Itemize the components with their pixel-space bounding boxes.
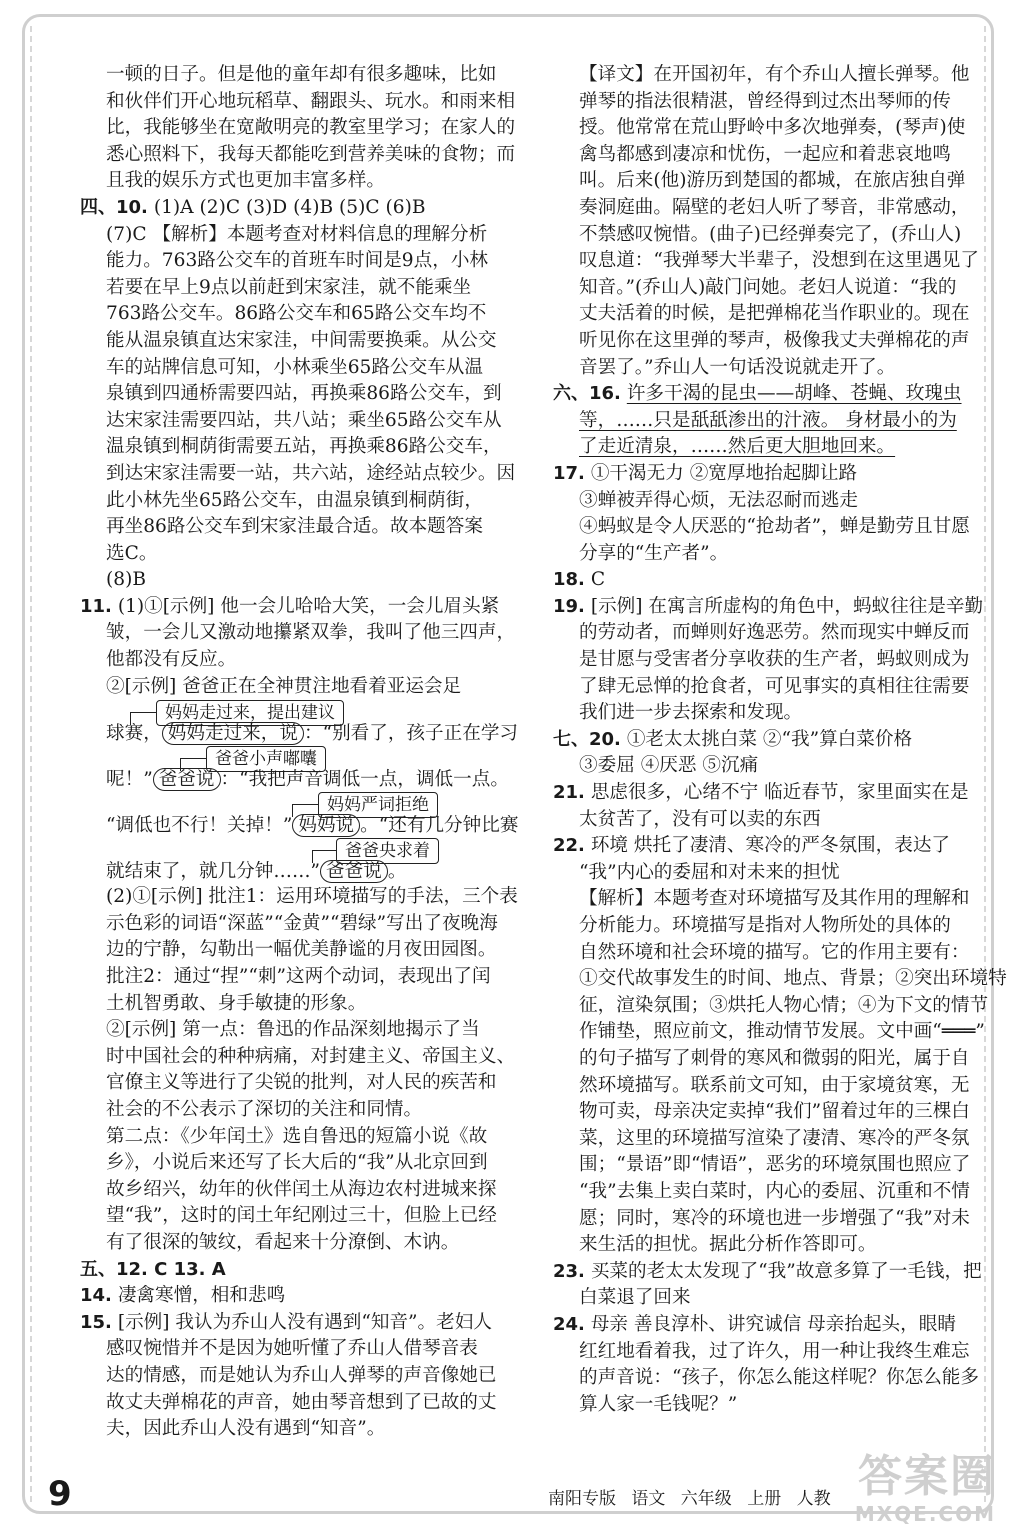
q22-line-text: 物可卖，母亲决定卖掉“我们”留着过年的三棵白 (579, 1101, 970, 1123)
analysis-line (106, 567, 510, 594)
annotation-boxed: 爸爸说 (320, 860, 388, 883)
answer-22-body (553, 860, 1007, 1259)
q22-line-text: “我”去集上卖白菜时，内心的委屈、沉重和不情 (579, 1180, 970, 1202)
text-line-text: 且我的娱乐方式也更加丰富多样。 (106, 170, 385, 192)
q19-line: 我们进一步去探索和发现。 (579, 702, 803, 724)
annotation-sentence (106, 768, 509, 792)
q11b-line (106, 1017, 510, 1044)
q22-line (579, 1099, 985, 1126)
q22-line-text: 然环境描写。联系前文可知，由于家境贫寒，无 (579, 1074, 970, 1096)
analysis-line-text: 选C。 (106, 542, 158, 564)
q11b-line (106, 991, 510, 1018)
q17-line: ④蚂蚁是令人厌恶的“抢劫者”，蝉是勤劳且甘愿 (579, 516, 970, 538)
q19-line: 是甘愿与受害者分享收获的生产者，蚂蚁则成为 (579, 649, 970, 671)
annotation-row (80, 792, 519, 838)
translation-line-text: 奏洞庭曲。隔壁的老妇人听了琴音，非常感动， (579, 196, 970, 218)
q11b-line (106, 1070, 510, 1097)
annotation-pre: 呢！” (106, 769, 153, 791)
annotation-boxed: 妈妈说 (292, 814, 360, 837)
translation-line (579, 89, 985, 116)
annotation-sentence (106, 860, 406, 884)
q23-line: 白菜退了回来 (579, 1287, 691, 1309)
q22-line-text: 愿；同时，寒冷的环境也进一步增强了“我”对未 (579, 1207, 970, 1229)
question-20 (553, 727, 985, 754)
question-16 (553, 381, 985, 408)
watermark-title: 答案圈 (858, 1451, 996, 1502)
text-line (80, 115, 516, 142)
answer-10-analysis (80, 222, 516, 594)
translation-line (579, 248, 985, 275)
q22-line (579, 1152, 985, 1179)
annotation-tag: 爸爸小声嘟囔 (206, 746, 326, 772)
translation-line (579, 115, 985, 142)
analysis-line (106, 434, 510, 461)
text-line-text: 悉心照料下，我每天都能吃到营养美味的食物；而 (106, 143, 516, 165)
annotation-tag: 爸爸央求着 (336, 838, 439, 864)
translation-line-text: 音罢了。”乔山人一句话没说就走开了。 (579, 356, 896, 378)
translation-line (579, 222, 985, 249)
question-22 (553, 833, 985, 860)
q11b-line-text: 示色彩的词语“深蓝”“金黄”“碧绿”写出了夜晚海 (106, 912, 498, 934)
q17-line: ③蝉被弄得心烦，无法忍耐而逃走 (579, 489, 858, 511)
section-5 (80, 1257, 510, 1284)
question-18-answer: C (590, 569, 606, 591)
q22-line-text: 菜，这里的环境描写渲染了凄清、寒冷的严冬氛 (579, 1127, 970, 1149)
q11b-line-text: 第二点：《少年闰土》选自鲁迅的短篇小说《故 (106, 1125, 488, 1147)
question-14-number: 14. (80, 1285, 112, 1307)
question-14-answer: 凄禽寒憎，相和悲鸣 (117, 1285, 286, 1307)
q22-line (579, 966, 1007, 993)
question-23 (553, 1259, 985, 1286)
analysis-line-text: 能力。763路公交车的首班车时间是9点，小林 (106, 250, 489, 272)
q22-line: 环境 烘托了凄清、寒冷的严冬氛围，表达了 (590, 835, 951, 857)
q15-line: [示例] 我认为乔山人没有遇到“知音”。老妇人 (117, 1311, 492, 1333)
q22-line (579, 860, 985, 887)
text-line (80, 142, 516, 169)
question-17 (553, 461, 985, 488)
q11b-line-text: 土机智勇敢、身手敏捷的形象。 (106, 992, 367, 1014)
q11b-line (106, 1177, 510, 1204)
q22-line-text: 【解析】本题考查对环境描写及其作用的理解和 (579, 888, 970, 910)
question-21-number: 21. (553, 782, 585, 804)
q11b-line (106, 884, 518, 911)
q11b-line (106, 1150, 510, 1177)
q19-line: 的劳动者，而蝉则好逸恶劳。然而现实中蝉反而 (579, 622, 970, 644)
q11b-line-text: 批注2：通过“捏”“刺”这两个动词，表现出了闰 (106, 966, 491, 988)
translation-line-text: 知音。”(乔山人)敲门问她。老妇人说道：“我的 (579, 276, 957, 298)
question-22-number: 22. (553, 835, 585, 857)
watermark-logo (786, 1452, 996, 1528)
section-4-label: 四、10. (80, 196, 148, 218)
q22-line (579, 1126, 985, 1153)
question-24-number: 24. (553, 1313, 585, 1335)
q22-line (579, 993, 989, 1020)
text-line (80, 168, 510, 195)
annotation-post: 。 (387, 861, 407, 883)
question-18 (553, 567, 985, 594)
annotation-post: ：“别看了，孩子正在学习 (303, 723, 519, 745)
analysis-line (106, 248, 510, 275)
analysis-line (106, 381, 510, 408)
q22-line-text: 分析能力。环境描写是指对人物所处的具体的 (579, 915, 951, 936)
q15-line: 感叹惋惜并不是因为她听懂了乔山人借琴音表 (106, 1338, 478, 1360)
q11-line: (1)①[示例] 他一会儿哈哈大笑，一会儿眉头紧 (117, 595, 500, 617)
q23-line: 买菜的老太太发现了“我”故意多算了一毛钱，把 (590, 1260, 982, 1282)
annotation-boxed: 爸爸说 (153, 768, 221, 791)
q22-line-text: 自然环境和社会环境的描写。它的作用主要有： (579, 941, 970, 963)
q15-line: 夫，因此乔山人没有遇到“知音”。 (106, 1418, 386, 1440)
annotation-boxed: 妈妈走过来，说 (162, 722, 304, 745)
q11-line: ②[示例] 爸爸正在全神贯注地看着亚运会足 (106, 675, 462, 697)
translation-line (579, 62, 985, 89)
answer-11-part-2 (80, 884, 518, 1256)
q11b-line-text: 有了很深的皱纹，看起来十分潦倒、木讷。 (106, 1231, 460, 1253)
q11b-line (106, 964, 510, 991)
left-column (80, 62, 519, 1443)
q11b-line-text: 望“我”，这时的闰土年纪刚过三十，但脸上已经 (106, 1205, 497, 1227)
question-19-number: 19. (553, 595, 585, 617)
q22-line (579, 1179, 985, 1206)
q11b-line-text: 官僚主义等进行了尖锐的批判，对人民的疾苦和 (106, 1072, 497, 1094)
q17-line: ①干渴无力 ②宽厚地抬起脚让路 (590, 462, 858, 484)
analysis-line-text: 泉镇到四通桥需要四站，再换乘86路公交车，到 (106, 383, 502, 405)
page-number: 9 (48, 1474, 72, 1514)
question-14 (80, 1283, 510, 1310)
section-4-answers: (1)A (2)C (3)D (4)B (5)C (6)B (153, 196, 426, 218)
q22-line-text: ①交代故事发生的时间、地点、背景；②突出环境特 (579, 968, 1007, 990)
q11b-line-text: 时中国社会的种种病痛，对封建主义、帝国主义、 (106, 1045, 516, 1067)
text-line-text: 一顿的日子。但是他的童年却有很多趣味，比如 (106, 64, 497, 85)
annotation-tag: 妈妈走过来，提出建议 (156, 700, 344, 726)
footer-edition-info: 南阳专版 语文 六年级 上册 人教 (548, 1489, 831, 1509)
q22-line (579, 940, 985, 967)
question-19 (553, 594, 985, 621)
q11b-line (106, 1230, 510, 1257)
q20-line: ③委屈 ④厌恶 ⑤沉痛 (579, 755, 759, 777)
q22-line (579, 913, 985, 940)
q16-line: 许多干渴的昆虫——胡峰、苍蝇、玫瑰虫 (626, 383, 962, 405)
q15-line: 达的情感，而是她认为乔山人弹琴的声音像她已 (106, 1364, 497, 1386)
q24-line: 母亲 善良淳朴、讲究诚信 母亲抬起头，眼睛 (590, 1313, 956, 1335)
annotation-post: ：“我把声音调低一点，调低一点。 (220, 769, 509, 791)
section-4-header (80, 195, 510, 222)
q11b-line (106, 1044, 516, 1071)
annotation-sentence (106, 814, 518, 838)
q22-line-text: 围；“景语”即“情语”，恶劣的环境氛围也照应了 (579, 1154, 971, 1176)
q22-line-text: 来生活的担忧。据此分析作答即可。 (579, 1234, 877, 1256)
q17-line: 分享的“生产者”。 (579, 542, 729, 564)
annotation-sentence (106, 722, 518, 746)
q22-line (579, 886, 985, 913)
analysis-line-text: 此小林先坐65路公交车，由温泉镇到桐荫街， (106, 489, 483, 511)
analysis-line (106, 328, 510, 355)
analysis-line-text: 若要在早上9点以前赶到宋家洼，就不能乘坐 (106, 276, 472, 298)
analysis-line-text: 再坐86路公交车到宋家洼最合适。故本题答案 (106, 516, 483, 538)
translation-line-text: 禽鸟都感到凄凉和忧伤，一起应和着悲哀地鸣 (579, 143, 951, 165)
annotation-post: 。“还有几分钟比赛 (360, 815, 519, 837)
annotation-pre: “调低也不行！关掉！” (106, 815, 293, 837)
translation-line (579, 355, 985, 382)
text-line (80, 62, 510, 89)
translation-line-text: 弹琴的指法很精湛，曾经得到过杰出琴师的传 (579, 90, 951, 112)
translation-line-text: 【译文】在开国初年，有个乔山人擅长弹琴。他 (579, 64, 970, 85)
answer-10-continuation (80, 62, 516, 195)
annotation-row (80, 746, 510, 792)
analysis-line (106, 222, 510, 249)
question-11 (80, 594, 510, 621)
translation-line-text: 叫。后来(他)游历到楚国的都城，在旅店独自弹 (579, 170, 966, 192)
q20-line: ①老太太挑白菜 ②“我”算白菜价格 (626, 728, 913, 750)
annotation-pre: 就结束了，就几分钟……” (106, 861, 321, 883)
question-15-number: 15. (80, 1311, 112, 1333)
question-21 (553, 780, 985, 807)
q21-line: 思虑很多，心绪不宁 临近春节，家里面实在是 (590, 782, 969, 804)
q24-line: 红红地看着我，过了许久，用一种让我终生难忘 (579, 1340, 970, 1362)
q22-line-text: 征，渲染氛围；③烘托人物心情；④为下文的情节 (579, 994, 989, 1016)
analysis-line (106, 275, 510, 302)
analysis-line (106, 488, 510, 515)
text-line (80, 89, 516, 116)
question-15 (80, 1310, 510, 1337)
analysis-line-text: 到达宋家洼需要一站，共六站，途经站点较少。因 (106, 462, 516, 484)
q22-line (579, 1232, 985, 1259)
translation-line-text: 丈夫活着的时候，是把弹棉花当作职业的。现在 (579, 303, 970, 325)
text-line-text: 比，我能够坐在宽敞明亮的教室里学习；在家人的 (106, 117, 516, 139)
analysis-line (106, 461, 516, 488)
analysis-line-text: 车的站牌信息可知，小林乘坐65路公交车从温 (106, 356, 483, 378)
annotation-row (80, 838, 510, 884)
translation-line-text: 不禁感叹惋惜。(曲子)已经弹奏完了，(乔山人) (579, 223, 962, 245)
q11b-line-text: 故乡绍兴，幼年的伙伴闰土从海边农村进城来探 (106, 1178, 497, 1200)
analysis-line-text: 温泉镇到桐荫街需要五站，再换乘86路公交车， (106, 436, 502, 458)
question-11-number: 11. (80, 595, 112, 617)
annotation-row (80, 700, 519, 746)
analysis-line-text: 能从温泉镇直达宋家洼，中间需要换乘。从公交 (106, 329, 497, 351)
analysis-line-text: 达宋家洼需要四站，共八站；乘坐65路公交车从 (106, 409, 502, 431)
annotation-tag: 妈妈严词拒绝 (318, 792, 438, 818)
q22-line-text: “我”内心的委屈和对未来的担忧 (579, 861, 840, 883)
watermark-url: MXQE.COM (854, 1502, 996, 1526)
analysis-line-text: 763路公交车。86路公交车和65路公交车均不 (106, 303, 487, 325)
q16-line: 等，……只是舐舐渗出的汁液。 身材最小的为 (579, 409, 957, 431)
translation-line (579, 142, 985, 169)
q11-line: 他都没有反应。 (106, 649, 237, 671)
translation-line (579, 301, 985, 328)
section-5-answers: 五、12. C 13. A (80, 1258, 226, 1280)
analysis-line (106, 355, 510, 382)
q11b-line (106, 1203, 510, 1230)
q11b-line-text: (2)①[示例] 批注1：运用环境描写的手法，三个表 (106, 886, 518, 908)
q11b-line-text: 乡》，小说后来还写了长大后的“我”从北京回到 (106, 1152, 488, 1174)
translation-line-text: 授。他常常在荒山野岭中多次地弹奏，(琴声)使 (579, 117, 966, 139)
text-line-text: 和伙伴们开心地玩稻草、翻跟头、玩水。和雨来相 (106, 90, 516, 112)
q16-line: 了走近清泉，……然后更大胆地回来。 (579, 436, 896, 458)
q11-line: 皱，一会儿又激动地攥紧双拳，我叫了他三四声， (106, 622, 516, 644)
analysis-line (106, 301, 510, 328)
q22-line (579, 1019, 985, 1046)
question-17-number: 17. (553, 462, 585, 484)
q11b-line (106, 1124, 510, 1151)
annotation-pre: 球赛， (106, 723, 162, 745)
question-24 (553, 1312, 985, 1339)
analysis-line (106, 514, 510, 541)
q11b-line (106, 1097, 510, 1124)
analysis-line (106, 541, 510, 568)
translation-line (579, 195, 985, 222)
q11b-line (106, 937, 510, 964)
q21-line: 太贫苦了，没有可以卖的东西 (579, 808, 821, 830)
q22-line (579, 1046, 985, 1073)
analysis-line (106, 408, 510, 435)
section-7-label: 七、20. (553, 728, 621, 750)
q19-line: [示例] 在寓言所虚构的角色中，蚂蚁往往是辛勤 (590, 595, 984, 617)
section-6-label: 六、16. (553, 383, 621, 405)
analysis-line-text: (8)B (106, 569, 147, 591)
translation-line (579, 328, 985, 355)
q11b-line-text: 社会的不公表示了深切的关注和同情。 (106, 1099, 423, 1120)
q22-line-text: 作铺垫，照应前文，推动情节发展。文中画“═══” (579, 1021, 985, 1043)
q24-line: 算人家一毛钱呢？” (579, 1393, 738, 1415)
question-18-number: 18. (553, 569, 585, 591)
q19-line: 了肆无忌惮的抢食者，可见事实的真相往往需要 (579, 675, 970, 697)
q22-line-text: 的句子描写了刺骨的寒风和微弱的阳光，属于自 (579, 1047, 970, 1069)
right-column (553, 62, 1007, 1418)
translation-line-text: 叹息道：“我弹琴大半辈子，没想到在这里遇见了 (579, 250, 979, 272)
translation-line (579, 168, 985, 195)
translation-line-text: 听见你在这里弹的琴声，极像我丈夫弹棉花的声 (579, 329, 970, 351)
q22-line (579, 1206, 985, 1233)
analysis-line-text: (7)C 【解析】本题考查对材料信息的理解分析 (106, 223, 488, 245)
translation-block (553, 62, 985, 381)
q24-line: 的声音说：“孩子，你怎么能这样呢？你怎么能多 (579, 1367, 979, 1389)
translation-line (579, 275, 985, 302)
q11b-line-text: ②[示例] 第一点：鲁迅的作品深刻地揭示了当 (106, 1019, 480, 1041)
q11b-line (106, 911, 510, 938)
question-23-number: 23. (553, 1260, 585, 1282)
q22-line (579, 1073, 985, 1100)
q15-line: 故丈夫弹棉花的声音，她由琴音想到了已故的丈 (106, 1391, 497, 1413)
q11b-line-text: 边的宁静，勾勒出一幅优美静谧的月夜田园图。 (106, 939, 497, 961)
